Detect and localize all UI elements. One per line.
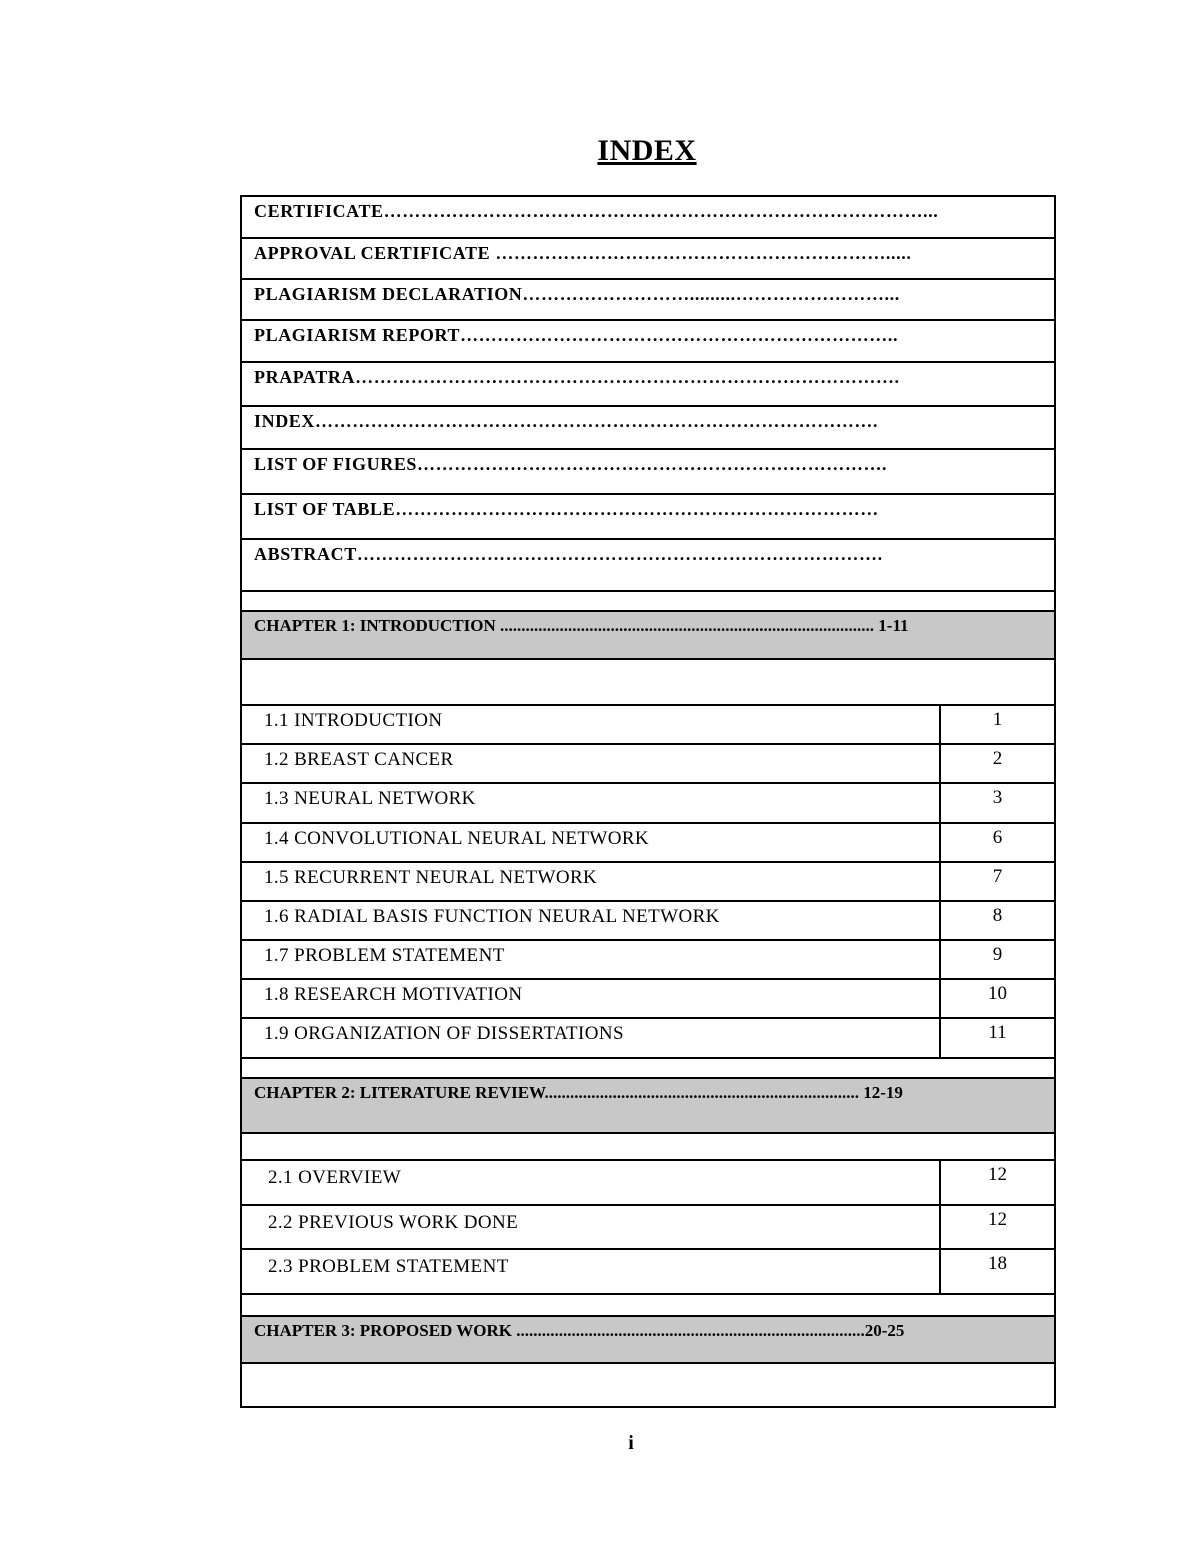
section-label: 2.3 PROBLEM STATEMENT — [268, 1256, 509, 1277]
chapter-label: CHAPTER 2: LITERATURE REVIEW.......................................................................... 12-19 — [254, 1083, 903, 1102]
section-label: 1.6 RADIAL BASIS FUNCTION NEURAL NETWORK — [264, 906, 720, 927]
section-page-number: 12 — [939, 1161, 1054, 1204]
front-matter-row — [242, 363, 1054, 407]
front-matter-label: APPROVAL CERTIFICATE ………………………………………………………..... — [254, 243, 912, 263]
section-row — [242, 1019, 1054, 1059]
section-label: 1.3 NEURAL NETWORK — [264, 788, 476, 809]
section-label: 1.9 ORGANIZATION OF DISSERTATIONS — [264, 1023, 624, 1044]
chapter-row — [242, 612, 1054, 660]
section-page-number: 12 — [939, 1206, 1054, 1248]
section-page-number: 8 — [939, 902, 1054, 939]
section-label: 1.7 PROBLEM STATEMENT — [264, 945, 505, 966]
section-page-number: 18 — [939, 1250, 1054, 1293]
front-matter-row — [242, 450, 1054, 495]
section-row — [242, 1161, 1054, 1206]
section-row — [242, 784, 1054, 824]
front-matter-row — [242, 407, 1054, 450]
chapter-label: CHAPTER 3: PROPOSED WORK ..................................................................................20-25 — [254, 1321, 905, 1340]
front-matter-label: CERTIFICATE……………………………………………………………………………... — [254, 201, 939, 221]
section-label: 1.4 CONVOLUTIONAL NEURAL NETWORK — [264, 828, 650, 849]
section-row — [242, 941, 1054, 980]
section-label: 1.1 INTRODUCTION — [264, 710, 443, 731]
section-page-number: 9 — [939, 941, 1054, 978]
front-matter-row — [242, 540, 1054, 592]
section-label: 1.8 RESEARCH MOTIVATION — [264, 984, 523, 1005]
front-matter-row — [242, 239, 1054, 280]
chapter-label: CHAPTER 1: INTRODUCTION ........................................................................................ 1-11 — [254, 616, 909, 635]
chapter-row — [242, 1317, 1054, 1364]
section-page-number: 6 — [939, 824, 1054, 861]
page-title: INDEX — [597, 134, 697, 167]
spacer-row — [242, 1059, 1054, 1079]
section-row — [242, 745, 1054, 784]
front-matter-label: INDEX………………………………………………………………………………. — [254, 411, 879, 431]
section-page-number: 2 — [939, 745, 1054, 782]
spacer-row — [242, 1364, 1054, 1408]
section-row — [242, 863, 1054, 902]
spacer-row — [242, 592, 1054, 612]
section-row — [242, 902, 1054, 941]
section-label: 1.5 RECURRENT NEURAL NETWORK — [264, 867, 598, 888]
section-row — [242, 706, 1054, 745]
front-matter-label: PLAGIARISM REPORT…………………………………………………………….. — [254, 325, 899, 345]
page-number: i — [628, 1432, 634, 1454]
section-page-number: 11 — [939, 1019, 1054, 1057]
front-matter-row — [242, 321, 1054, 363]
section-row — [242, 1250, 1054, 1295]
front-matter-row — [242, 280, 1054, 321]
front-matter-label: LIST OF TABLE…………………………………………………………………… — [254, 499, 879, 519]
section-row — [242, 824, 1054, 863]
section-page-number: 3 — [939, 784, 1054, 822]
spacer-row — [242, 1134, 1054, 1161]
front-matter-label: PLAGIARISM DECLARATION……………………….........……………………... — [254, 284, 900, 304]
section-label: 2.1 OVERVIEW — [268, 1167, 402, 1188]
section-label: 1.2 BREAST CANCER — [264, 749, 454, 770]
section-page-number: 1 — [939, 706, 1054, 743]
front-matter-row — [242, 495, 1054, 540]
section-row — [242, 980, 1054, 1019]
front-matter-row — [242, 197, 1054, 239]
section-page-number: 10 — [939, 980, 1054, 1017]
spacer-row — [242, 1295, 1054, 1317]
front-matter-label: ABSTRACT…………………………………………………………………………. — [254, 544, 883, 564]
front-matter-label: LIST OF FIGURES…………………………………………………………………. — [254, 454, 888, 474]
section-page-number: 7 — [939, 863, 1054, 900]
index-table — [240, 195, 1056, 1408]
section-label: 2.2 PREVIOUS WORK DONE — [268, 1212, 519, 1233]
front-matter-label: PRAPATRA……………………………………………………………………………. — [254, 367, 900, 387]
section-row — [242, 1206, 1054, 1250]
spacer-row — [242, 660, 1054, 706]
chapter-row — [242, 1079, 1054, 1134]
